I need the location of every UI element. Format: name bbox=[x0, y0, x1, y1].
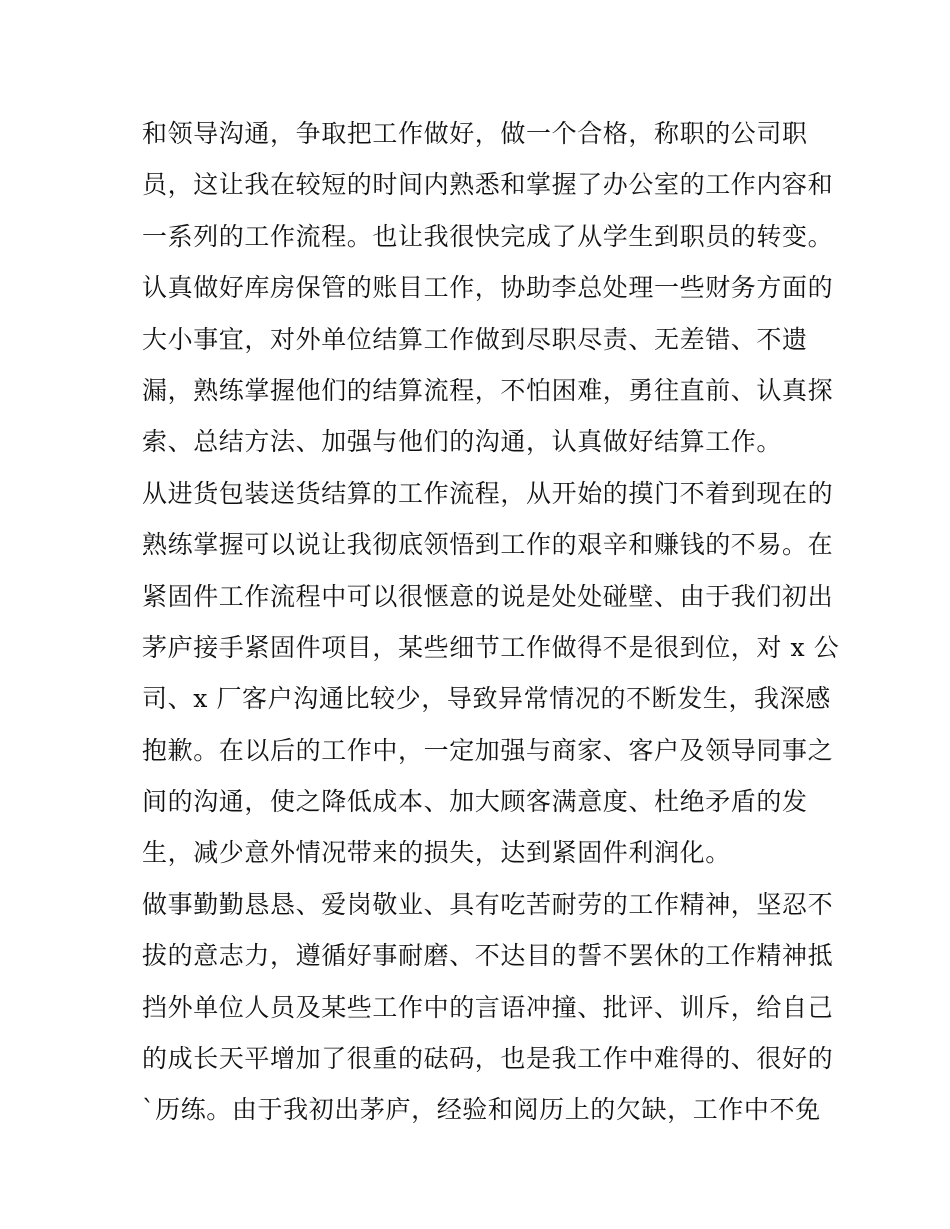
document-body bbox=[142, 108, 840, 1136]
text-line: 大小事宜，对外单位结算工作做到尽职尽责、无差错、不遗 bbox=[142, 324, 808, 354]
text-line: 生，减少意外情况带来的损失，达到紧固件利润化。 bbox=[142, 838, 731, 868]
text-line: 从进货包装送货结算的工作流程，从开始的摸门不着到现在的 bbox=[142, 478, 834, 508]
text-line: 的成长天平增加了很重的砝码，也是我工作中难得的、很好的 bbox=[142, 1044, 834, 1074]
text-line: 挡外单位人员及某些工作中的言语冲撞、批评、训斥，给自己 bbox=[142, 992, 834, 1022]
text-line: 抱歉。在以后的工作中，一定加强与商家、客户及领导同事之 bbox=[142, 735, 834, 765]
text-line: 员，这让我在较短的时间内熟悉和掌握了办公室的工作内容和 bbox=[142, 170, 834, 200]
text-line: 间的沟通，使之降低成本、加大顾客满意度、杜绝矛盾的发 bbox=[142, 787, 808, 817]
text-line: 紧固件工作流程中可以很惬意的说是处处碰壁、由于我们初出 bbox=[142, 581, 834, 611]
text-line: 茅庐接手紧固件项目，某些细节工作做得不是很到位，对 x 公 bbox=[142, 632, 840, 662]
text-line: 一系列的工作流程。也让我很快完成了从学生到职员的转变。 bbox=[142, 221, 834, 251]
text-line: 索、总结方法、加强与他们的沟通，认真做好结算工作。 bbox=[142, 427, 783, 457]
text-line: 做事勤勤恳恳、爱岗敬业、具有吃苦耐劳的工作精神，坚忍不 bbox=[142, 889, 834, 919]
text-line: 司、x 厂客户沟通比较少，导致异常情况的不断发生，我深感 bbox=[142, 684, 831, 714]
text-line: 认真做好库房保管的账目工作，协助李总处理一些财务方面的 bbox=[142, 273, 834, 303]
text-line: 漏，熟练掌握他们的结算流程，不怕困难，勇往直前、认真探 bbox=[142, 375, 834, 405]
text-line: 和领导沟通，争取把工作做好，做一个合格，称职的公司职 bbox=[142, 119, 808, 148]
text-line: 熟练掌握可以说让我彻底领悟到工作的艰辛和赚钱的不易。在 bbox=[142, 530, 834, 560]
text-line: `历练。由于我初出茅庐，经验和阅历上的欠缺，工作中不免 bbox=[142, 1095, 821, 1125]
text-line: 拔的意志力，遵循好事耐磨、不达目的誓不罢休的工作精神抵 bbox=[142, 941, 834, 971]
